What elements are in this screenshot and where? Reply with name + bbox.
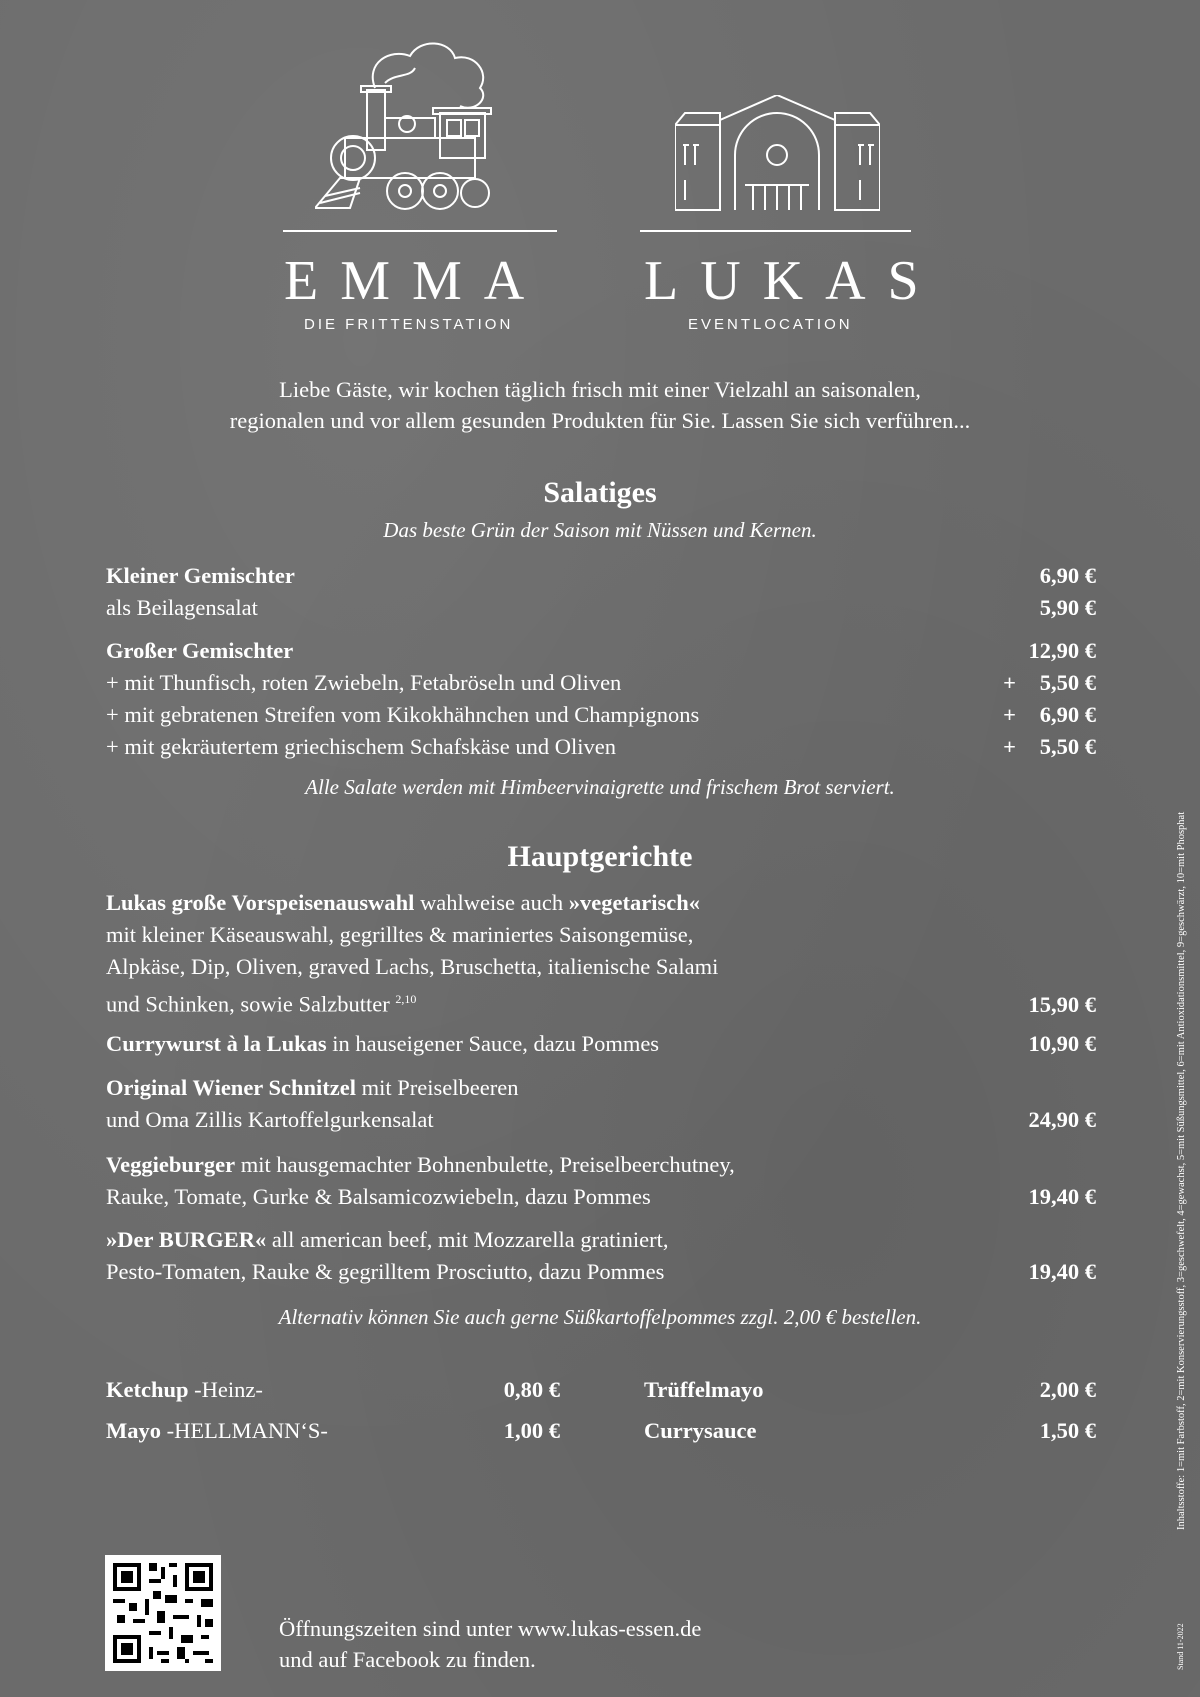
item-price: 12,90 € (1028, 638, 1096, 663)
salatiges-title: Salatiges (543, 476, 657, 509)
lukas-subtitle: EVENTLOCATION (688, 316, 853, 333)
item-price: 24,90 € (1028, 1107, 1096, 1132)
sauce-brand: -Heinz- (188, 1377, 263, 1402)
item-name: Currywurst à la Lukas (106, 1031, 327, 1056)
vegetarian-label: »vegetarisch« (568, 890, 700, 915)
sauce-name: Ketchup (106, 1377, 189, 1402)
item-price: 5,50 € (1039, 670, 1096, 695)
sauce-mayo (106, 1418, 560, 1450)
menu-item-burger (106, 1224, 1096, 1288)
salatiges-subtitle: Das beste Grün der Saison mit Nüssen und Kernen. (383, 518, 817, 542)
item-price: 15,90 € (1028, 991, 1096, 1017)
intro-line-1: Liebe Gäste, wir kochen täglich frisch mit einer Vielzahl an saisonalen, (279, 377, 921, 402)
item-name: als Beilagensalat (106, 595, 258, 620)
salad-note: Alle Salate werden mit Himbeervinaigrette und frischem Brot serviert. (305, 775, 895, 799)
item-desc: mit hausgemachter Bohnenbulette, Preiselbeerchutney, (235, 1152, 735, 1177)
opening-hours-text (279, 1613, 701, 1675)
item-desc: in hauseigener Sauce, dazu Pommes (326, 1031, 660, 1056)
item-desc-line: Alpkäse, Dip, Oliven, graved Lachs, Bruschetta, italienische Salami (106, 954, 719, 979)
qr-code[interactable] (105, 1555, 221, 1671)
item-price: 6,90 € (1039, 702, 1096, 727)
locomotive-icon (315, 28, 530, 218)
item-desc: wahlweise auch (414, 890, 569, 915)
hauptgerichte-title: Hauptgerichte (507, 840, 693, 873)
addon-label: + mit gebratenen Streifen vom Kikokhähnchen und Champignons (106, 702, 700, 727)
item-desc-line: Pesto-Tomaten, Rauke & gegrilltem Prosciutto, dazu Pommes (106, 1259, 665, 1284)
sauce-name: Mayo (106, 1418, 161, 1443)
menu-item-schnitzel (106, 1072, 1096, 1136)
sauce-name: Trüffelmayo (644, 1377, 764, 1402)
item-price: 10,90 € (1028, 1031, 1096, 1056)
menu-item-grosser (106, 635, 1096, 667)
item-name: Großer Gemischter (106, 638, 294, 663)
item-name: »Der BURGER« (106, 1227, 267, 1252)
sauce-price: 0,80 € (503, 1377, 560, 1402)
item-name: Kleiner Gemischter (106, 563, 295, 588)
addon-label: + mit gekräutertem griechischem Schafskäse und Oliven (106, 734, 617, 759)
item-desc-line: Rauke, Tomate, Gurke & Balsamicozwiebeln, dazu Pommes (106, 1184, 651, 1209)
item-desc-line: und Schinken, sowie Salzbutter (106, 991, 396, 1017)
qr-code-icon (105, 1555, 221, 1671)
menu-item-vorspeise (106, 887, 1096, 1021)
addon-label: + mit Thunfisch, roten Zwiebeln, Fetabröseln und Oliven (106, 670, 622, 695)
item-name: Original Wiener Schnitzel (106, 1075, 357, 1100)
intro-text (0, 374, 1200, 436)
plus-sign: + (1003, 702, 1016, 727)
item-desc-line: mit kleiner Käseauswahl, gegrilltes & mariniertes Saisongemüse, (106, 922, 694, 947)
allergen-footnote: 2,10 (395, 992, 417, 1006)
sauce-price: 1,00 € (503, 1418, 560, 1443)
item-price: 6,90 € (1039, 563, 1096, 588)
building-icon (675, 95, 880, 215)
item-price: 5,90 € (1039, 595, 1096, 620)
item-name: Lukas große Vorspeisenauswahl (106, 890, 415, 915)
item-price: 19,40 € (1028, 1259, 1096, 1284)
item-desc-line: und Oma Zillis Kartoffelgurkensalat (106, 1107, 434, 1132)
menu-item-currywurst (106, 1028, 1096, 1060)
sauce-currysauce (644, 1418, 1096, 1450)
sauce-brand: -HELLMANN‘S- (161, 1418, 328, 1443)
item-price: 5,50 € (1039, 734, 1096, 759)
addon-row (106, 731, 1096, 763)
lukas-title: LUKAS (644, 250, 941, 312)
sauce-ketchup (106, 1377, 560, 1409)
menu-item-veggieburger (106, 1149, 1096, 1213)
emma-title: EMMA (284, 250, 547, 312)
footer-line-2: und auf Facebook zu finden. (279, 1647, 536, 1672)
menu-item-beilage (106, 592, 1096, 624)
addon-row (106, 699, 1096, 731)
item-desc: all american beef, mit Mozzarella gratiniert, (266, 1227, 669, 1252)
addon-row (106, 667, 1096, 699)
sauce-trueffelmayo (644, 1377, 1096, 1409)
sauce-name: Currysauce (644, 1418, 757, 1443)
fries-note: Alternativ können Sie auch gerne Süßkartoffelpommes zzgl. 2,00 € bestellen. (278, 1305, 922, 1329)
lukas-rule (640, 230, 911, 232)
emma-subtitle: DIE FRITTENSTATION (304, 316, 514, 333)
sauce-price: 1,50 € (1039, 1418, 1096, 1443)
item-price: 19,40 € (1028, 1184, 1096, 1209)
emma-rule (283, 230, 557, 232)
item-desc: mit Preiselbeeren (356, 1075, 519, 1100)
plus-sign: + (1003, 734, 1016, 759)
item-name: Veggieburger (106, 1152, 236, 1177)
footer-line-1: Öffnungszeiten sind unter www.lukas-essen.de (279, 1616, 702, 1641)
menu-item-kleiner (106, 560, 1096, 592)
intro-line-2: regionalen und vor allem gesunden Produkten für Sie. Lassen Sie sich verführen... (229, 408, 971, 433)
sauce-price: 2,00 € (1039, 1377, 1096, 1402)
plus-sign: + (1003, 670, 1016, 695)
